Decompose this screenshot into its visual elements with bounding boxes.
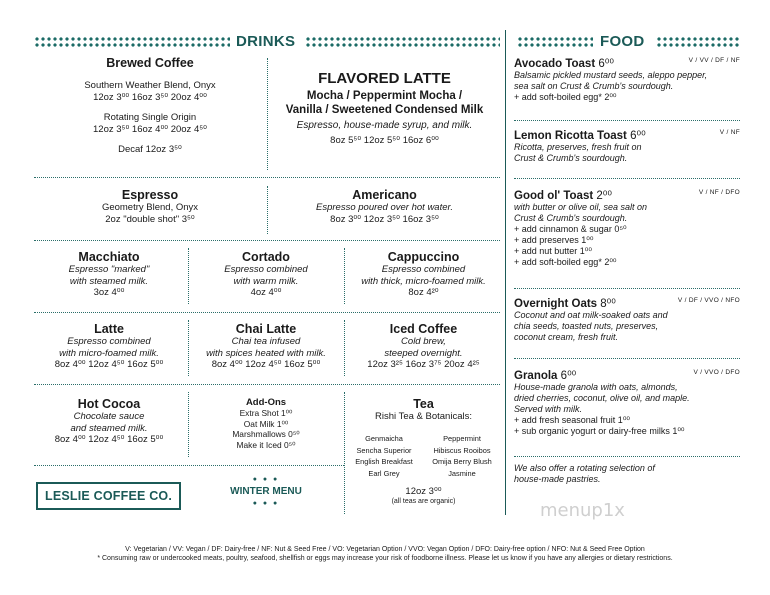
food-title: Good ol' Toast xyxy=(514,190,594,202)
chai-desc: Chai tea infused xyxy=(231,336,301,347)
tea-item: English Breakfast xyxy=(355,457,413,466)
cappuccino xyxy=(347,250,500,299)
divider xyxy=(34,177,500,178)
food-desc: Crust & Crumb's sourdough. xyxy=(514,213,628,223)
cortado-desc: with warm milk. xyxy=(233,275,299,287)
food-desc: dried cherries, coconut, olive oil, and maple. xyxy=(514,393,690,403)
divider xyxy=(34,384,500,385)
tea-item: Omija Berry Blush xyxy=(432,457,492,466)
tea-list-left xyxy=(345,433,423,479)
food-add: + sub organic yogurt or dairy-free milks 1⁰⁰ xyxy=(514,426,685,436)
tea-item: Jasmine xyxy=(448,468,476,478)
chai-price: 8oz 4⁰⁰ 12oz 4⁵⁰ 16oz 5⁰⁰ xyxy=(211,359,321,370)
divider xyxy=(344,248,345,304)
cappuccino-desc: with thick, micro-foamed milk. xyxy=(361,275,486,287)
divider xyxy=(514,178,740,179)
food-desc: Served with milk. xyxy=(514,404,583,414)
tea-subtitle: Rishi Tea & Botanicals: xyxy=(375,411,472,422)
tea-item: Sencha Superior xyxy=(356,445,412,455)
chai-desc: with spices heated with milk. xyxy=(206,347,326,359)
diet-tag: V / DF / VVO / NFO xyxy=(677,297,740,304)
food-desc: coconut cream, fresh fruit. xyxy=(514,332,619,342)
add-ons xyxy=(192,397,340,450)
tea-item: Hibiscus Rooibos xyxy=(433,445,491,455)
americano-desc: Espresso poured over hot water. xyxy=(316,202,453,213)
addon-item: Make it Iced 0⁵⁰ xyxy=(236,439,296,450)
food-item xyxy=(514,296,740,343)
food-price: 2⁰⁰ xyxy=(596,190,613,202)
iced-price: 12oz 3²⁵ 16oz 3⁷⁵ 20oz 4²⁵ xyxy=(367,359,480,370)
food-add: + add fresh seasonal fruit 1⁰⁰ xyxy=(514,415,631,425)
divider xyxy=(188,392,189,457)
iced-coffee xyxy=(347,322,500,371)
food-header: FOOD xyxy=(600,33,645,50)
flavored-latte-line: Mocha / Peppermint Mocha / xyxy=(306,90,463,102)
addon-item: Oat Milk 1⁰⁰ xyxy=(243,418,289,429)
drinks-header: DRINKS xyxy=(236,33,296,50)
latte-price: 8oz 4⁰⁰ 12oz 4⁵⁰ 16oz 5⁰⁰ xyxy=(54,359,164,370)
flavored-latte-title: FLAVORED LATTE xyxy=(318,70,451,87)
tea-item: Earl Grey xyxy=(368,468,400,478)
food-desc: sea salt on Crust & Crumb's sourdough. xyxy=(514,81,674,91)
winter-menu-label: WINTER MENU xyxy=(230,486,302,497)
divider xyxy=(188,248,189,304)
macchiato-title: Macchiato xyxy=(78,250,140,264)
flavored-latte-price: 8oz 5⁵⁰ 12oz 5⁵⁰ 16oz 6⁰⁰ xyxy=(330,134,439,146)
cappuccino-title: Cappuccino xyxy=(387,250,460,264)
divider xyxy=(514,358,740,359)
macchiato-desc: with steamed milk. xyxy=(69,275,149,287)
header-dots-mid xyxy=(305,36,500,48)
food-desc: Balsamic pickled mustard seeds, aleppo pepper, xyxy=(514,70,708,80)
divider xyxy=(34,240,500,241)
food-title: Lemon Ricotta Toast xyxy=(514,130,627,142)
tea-item: Peppermint xyxy=(443,434,481,443)
divider xyxy=(34,312,500,313)
header-dots-left xyxy=(34,36,230,48)
macchiato-desc: Espresso "marked" xyxy=(68,264,150,275)
brewed-coffee xyxy=(40,56,260,156)
footer xyxy=(20,545,750,563)
food-title: Granola xyxy=(514,370,558,382)
food-title: Overnight Oats xyxy=(514,298,598,310)
brewed-line: 12oz 3⁰⁰ 16oz 3⁵⁰ 20oz 4⁰⁰ xyxy=(93,92,207,103)
brewed-title: Brewed Coffee xyxy=(106,56,194,70)
header-dots-food-left xyxy=(517,36,593,48)
divider xyxy=(514,120,740,121)
brewed-line: Rotating Single Origin xyxy=(103,112,197,123)
food-item xyxy=(514,128,740,164)
food-note-line: house-made pastries. xyxy=(514,474,601,484)
latte xyxy=(34,322,184,371)
cortado-price: 4oz 4⁰⁰ xyxy=(250,287,282,298)
cortado-desc: Espresso combined xyxy=(224,264,308,275)
diet-tag: V / VV / DF / NF xyxy=(688,57,740,64)
watermark: menup1x xyxy=(540,500,625,521)
header-dots-food-right xyxy=(656,36,740,48)
food-add: + add soft-boiled egg* 2⁰⁰ xyxy=(514,257,617,267)
chai-latte xyxy=(192,322,340,371)
iced-title: Iced Coffee xyxy=(389,322,458,336)
flavored-latte-line: Vanilla / Sweetened Condensed Milk xyxy=(285,104,484,116)
cappuccino-desc: Espresso combined xyxy=(381,264,466,275)
diet-tag: V / NF xyxy=(719,129,740,136)
flavored-latte-desc: Espresso, house-made syrup, and milk. xyxy=(296,120,473,131)
cocoa-desc: Chocolate sauce xyxy=(73,411,145,422)
americano xyxy=(272,188,497,226)
dots-ornament: ● ● ● xyxy=(252,476,280,483)
food-item xyxy=(514,368,740,437)
brewed-line: Southern Weather Blend, Onyx xyxy=(84,80,216,91)
tea-price: 12oz 3⁰⁰ xyxy=(405,486,442,497)
macchiato xyxy=(34,250,184,299)
food-price: 6⁰⁰ xyxy=(598,58,614,70)
cortado-title: Cortado xyxy=(242,250,290,264)
brand-logo: LESLIE COFFEE CO. xyxy=(36,482,181,510)
macchiato-price: 3oz 4⁰⁰ xyxy=(93,287,125,298)
food-price: 6⁰⁰ xyxy=(560,370,577,382)
cocoa-title: Hot Cocoa xyxy=(77,397,141,411)
diet-tag: V / NF / DFO xyxy=(698,189,740,196)
brewed-line: Decaf 12oz 3⁵⁰ xyxy=(118,144,182,155)
food-add: + add preserves 1⁰⁰ xyxy=(514,235,594,245)
food-note xyxy=(514,463,740,485)
winter-menu xyxy=(192,476,340,507)
cocoa-desc: and steamed milk. xyxy=(70,422,148,434)
addon-item: Extra Shot 1⁰⁰ xyxy=(239,408,293,418)
latte-desc: Espresso combined xyxy=(67,336,151,347)
americano-title: Americano xyxy=(352,188,417,202)
tea-item: Genmaicha xyxy=(365,434,403,443)
column-divider xyxy=(505,30,506,515)
food-title: Avocado Toast xyxy=(514,58,596,70)
food-item xyxy=(514,188,740,268)
cappuccino-price: 8oz 4²⁰ xyxy=(408,287,439,298)
latte-title: Latte xyxy=(94,322,124,336)
tea-price-block xyxy=(347,486,500,505)
food-desc: Coconut and oat milk-soaked oats and xyxy=(514,310,668,320)
espresso-line: Geometry Blend, Onyx xyxy=(101,202,199,213)
diet-tag: V / VVO / DFO xyxy=(693,369,740,376)
food-desc: with butter or olive oil, sea salt on xyxy=(514,202,648,212)
latte-desc: with micro-foamed milk. xyxy=(59,347,159,359)
brewed-line: 12oz 3⁵⁰ 16oz 4⁰⁰ 20oz 4⁵⁰ xyxy=(93,124,207,135)
flavored-latte xyxy=(272,70,497,147)
divider xyxy=(514,288,740,289)
iced-desc: Cold brew, xyxy=(401,336,446,347)
food-price: 8⁰⁰ xyxy=(600,298,616,310)
food-desc: Crust & Crumb's sourdough. xyxy=(514,153,628,163)
iced-desc: steeped overnight. xyxy=(384,347,463,359)
addons-title: Add-Ons xyxy=(245,397,287,408)
tea-list-right xyxy=(423,433,501,479)
cortado xyxy=(192,250,340,299)
footer-disclaimer: * Consuming raw or undercooked meats, poultry, seafood, shellfish or eggs may increase your risk of foodborne illness. Please let us know if you have any allergies or dietary restrictions. xyxy=(97,555,673,562)
food-desc: chia seeds, toasted nuts, preserves, xyxy=(514,321,659,331)
food-add: + add cinnamon & sugar 0⁵⁰ xyxy=(514,224,627,234)
food-note-line: We also offer a rotating selection of xyxy=(514,463,655,473)
dots-ornament: ● ● ● xyxy=(252,500,280,507)
food-desc: House-made granola with oats, almonds, xyxy=(514,382,678,392)
espresso-title: Espresso xyxy=(121,188,179,202)
food-add: + add nut butter 1⁰⁰ xyxy=(514,246,593,256)
tea xyxy=(347,397,500,423)
addon-item: Marshmallows 0⁵⁰ xyxy=(232,429,300,439)
divider xyxy=(267,186,268,234)
food-item xyxy=(514,56,740,103)
divider xyxy=(188,320,189,376)
food-desc: Ricotta, preserves, fresh fruit on xyxy=(514,142,642,152)
footer-legend: V: Vegetarian / VV: Vegan / DF: Dairy-free / NF: Nut & Seed Free / VO: Vegetarian Option / VVO: Vegan Option / DFO: Dairy-free option / NFO: Nut & Seed Free Option xyxy=(125,546,645,553)
divider xyxy=(344,320,345,376)
chai-title: Chai Latte xyxy=(235,322,297,336)
tea-title: Tea xyxy=(413,397,434,411)
americano-price: 8oz 3⁰⁰ 12oz 3⁵⁰ 16oz 3⁵⁰ xyxy=(330,213,439,225)
espresso-line: 2oz "double shot" 3⁵⁰ xyxy=(105,214,195,225)
cocoa-price: 8oz 4⁰⁰ 12oz 4⁵⁰ 16oz 5⁰⁰ xyxy=(54,434,164,445)
food-price: 6⁰⁰ xyxy=(630,130,646,142)
divider xyxy=(34,465,344,466)
divider xyxy=(514,456,740,457)
hot-cocoa xyxy=(34,397,184,446)
food-add: + add soft-boiled egg* 2⁰⁰ xyxy=(514,92,617,102)
divider xyxy=(267,58,268,170)
tea-note: (all teas are organic) xyxy=(391,498,456,505)
espresso xyxy=(40,188,260,226)
